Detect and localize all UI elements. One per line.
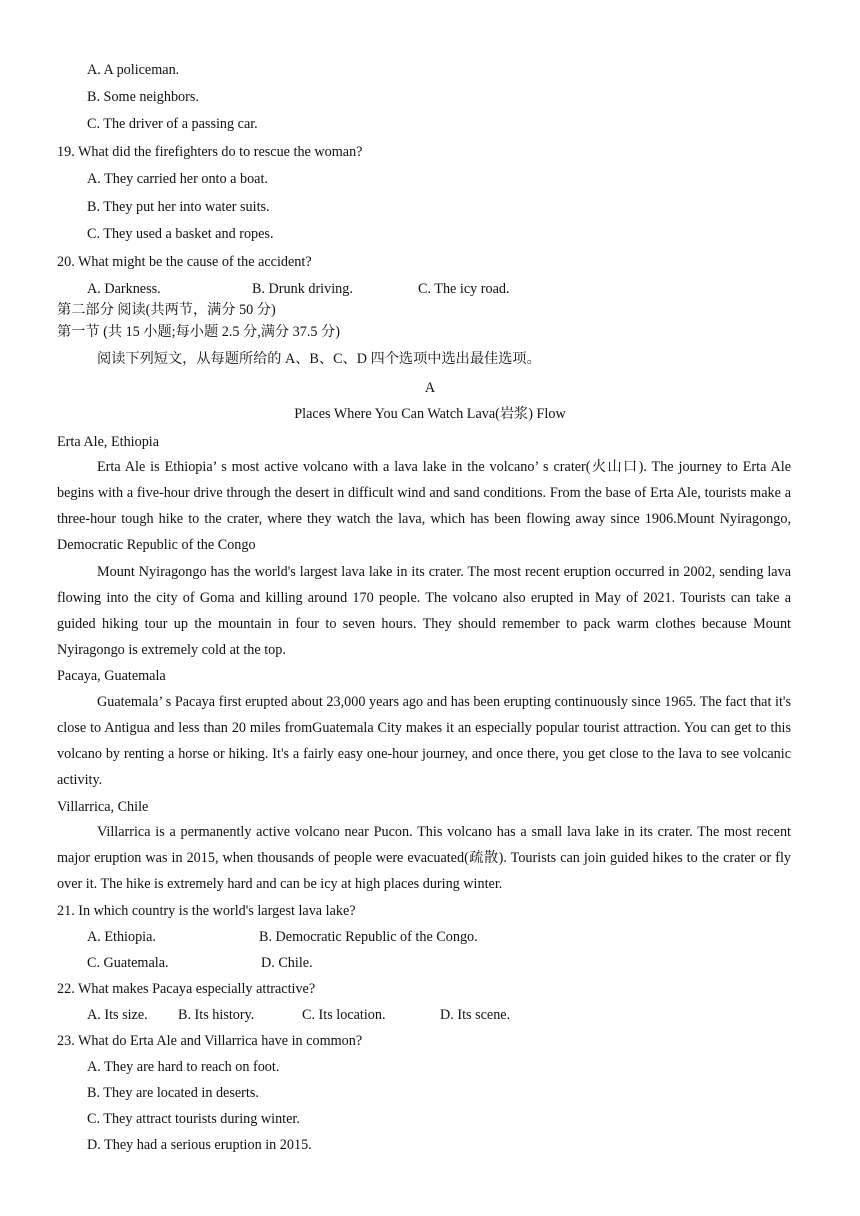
villarrica-heading: Villarrica, Chile (57, 799, 149, 815)
q18-option-a: A. A policeman. (87, 62, 180, 78)
part2-heading: 第二部分 阅读(共两节，满分 50 分) (57, 302, 276, 318)
q21-option-b: B. Democratic Republic of the Congo. (259, 929, 478, 945)
erta-ale-text: Erta Ale is Ethiopia’ s most active volcano with a lava lake in the volcano’ s crater(火山口). The journey to Erta Ale begins with a five-hour drive through the desert in difficult wind and sand conditions. From the base of Erta Ale, tourists make a three-hour tough hike to the crater, where they watch the lava, which has been flowing away since 1906.Mount Nyiragongo, Democratic Republic of the Congo (57, 459, 791, 553)
q23-option-c: C. They attract tourists during winter. (87, 1111, 300, 1127)
erta-ale-paragraph (57, 454, 791, 558)
q22-option-b: B. Its history. (178, 1007, 255, 1023)
q23-option-d: D. They had a serious eruption in 2015. (87, 1137, 312, 1153)
villarrica-text: Villarrica is a permanently active volcano near Pucon. This volcano has a small lava lake in its crater. The most recent major eruption was in 2015, when thousands of people were evacuated(疏散). Tourists can join guided hikes to the crater or fly over it. The hike is extremely hard and can be icy at high places during winter. (57, 824, 791, 892)
q23-option-a: A. They are hard to reach on foot. (87, 1059, 280, 1075)
q20-option-a: A. Darkness. (87, 281, 161, 297)
q20-option-b: B. Drunk driving. (252, 281, 353, 297)
q19-option-c: C. They used a basket and ropes. (87, 226, 274, 242)
q18-option-b: B. Some neighbors. (87, 89, 199, 105)
erta-ale-heading: Erta Ale, Ethiopia (57, 434, 160, 450)
q23-option-b: B. They are located in deserts. (87, 1085, 259, 1101)
q21-option-d: D. Chile. (261, 955, 313, 971)
q22-option-d: D. Its scene. (440, 1007, 511, 1023)
pacaya-heading: Pacaya, Guatemala (57, 668, 166, 684)
q21-option-c: C. Guatemala. (87, 955, 169, 971)
nyiragongo-paragraph (57, 559, 791, 663)
villarrica-paragraph (57, 819, 791, 897)
passage-title: Places Where You Can Watch Lava(岩浆) Flow (294, 406, 566, 422)
nyiragongo-text: Mount Nyiragongo has the world's largest lava lake in its crater. The most recent eruption occurred in 2002, sending lava flowing into the city of Goma and killing around 170 people. The volcano also erupted in May of 2021. Tourists can take a guided hiking tour up the mountain in four to seven hours. They should remember to pack warm clothes because Mount Nyiragongo is extremely cold at the top. (57, 564, 791, 658)
passage-letter: A (424, 380, 436, 396)
section1-heading: 第一节 (共 15 小题;每小题 2.5 分,满分 37.5 分) (57, 324, 340, 340)
q23-question: 23. What do Erta Ale and Villarrica have in common? (57, 1033, 363, 1049)
q18-option-c: C. The driver of a passing car. (87, 116, 258, 132)
q19-option-a: A. They carried her onto a boat. (87, 171, 268, 187)
pacaya-text: Guatemala’ s Pacaya first erupted about 23,000 years ago and has been erupting continuously since 1965. The fact that it's close to Antigua and less than 20 miles fromGuatemala City makes it an especially popular tourist attraction. You can get to this volcano by renting a horse or hiking. It's a fairly easy one-hour journey, and once there, you get close to the lava to see volcanic activity. (57, 694, 791, 788)
q20-question: 20. What might be the cause of the accident? (57, 254, 312, 270)
q19-question: 19. What did the firefighters do to rescue the woman? (57, 144, 363, 160)
q21-question: 21. In which country is the world's largest lava lake? (57, 903, 356, 919)
q22-question: 22. What makes Pacaya especially attractive? (57, 981, 316, 997)
q21-option-a: A. Ethiopia. (87, 929, 156, 945)
pacaya-paragraph (57, 689, 791, 793)
q22-option-c: C. Its location. (302, 1007, 386, 1023)
q20-option-c: C. The icy road. (418, 281, 510, 297)
q22-option-a: A. Its size. (87, 1007, 148, 1023)
q19-option-b: B. They put her into water suits. (87, 199, 270, 215)
reading-instruction: 阅读下列短文，从每题所给的 A、B、C、D 四个选项中选出最佳选项。 (97, 351, 541, 367)
